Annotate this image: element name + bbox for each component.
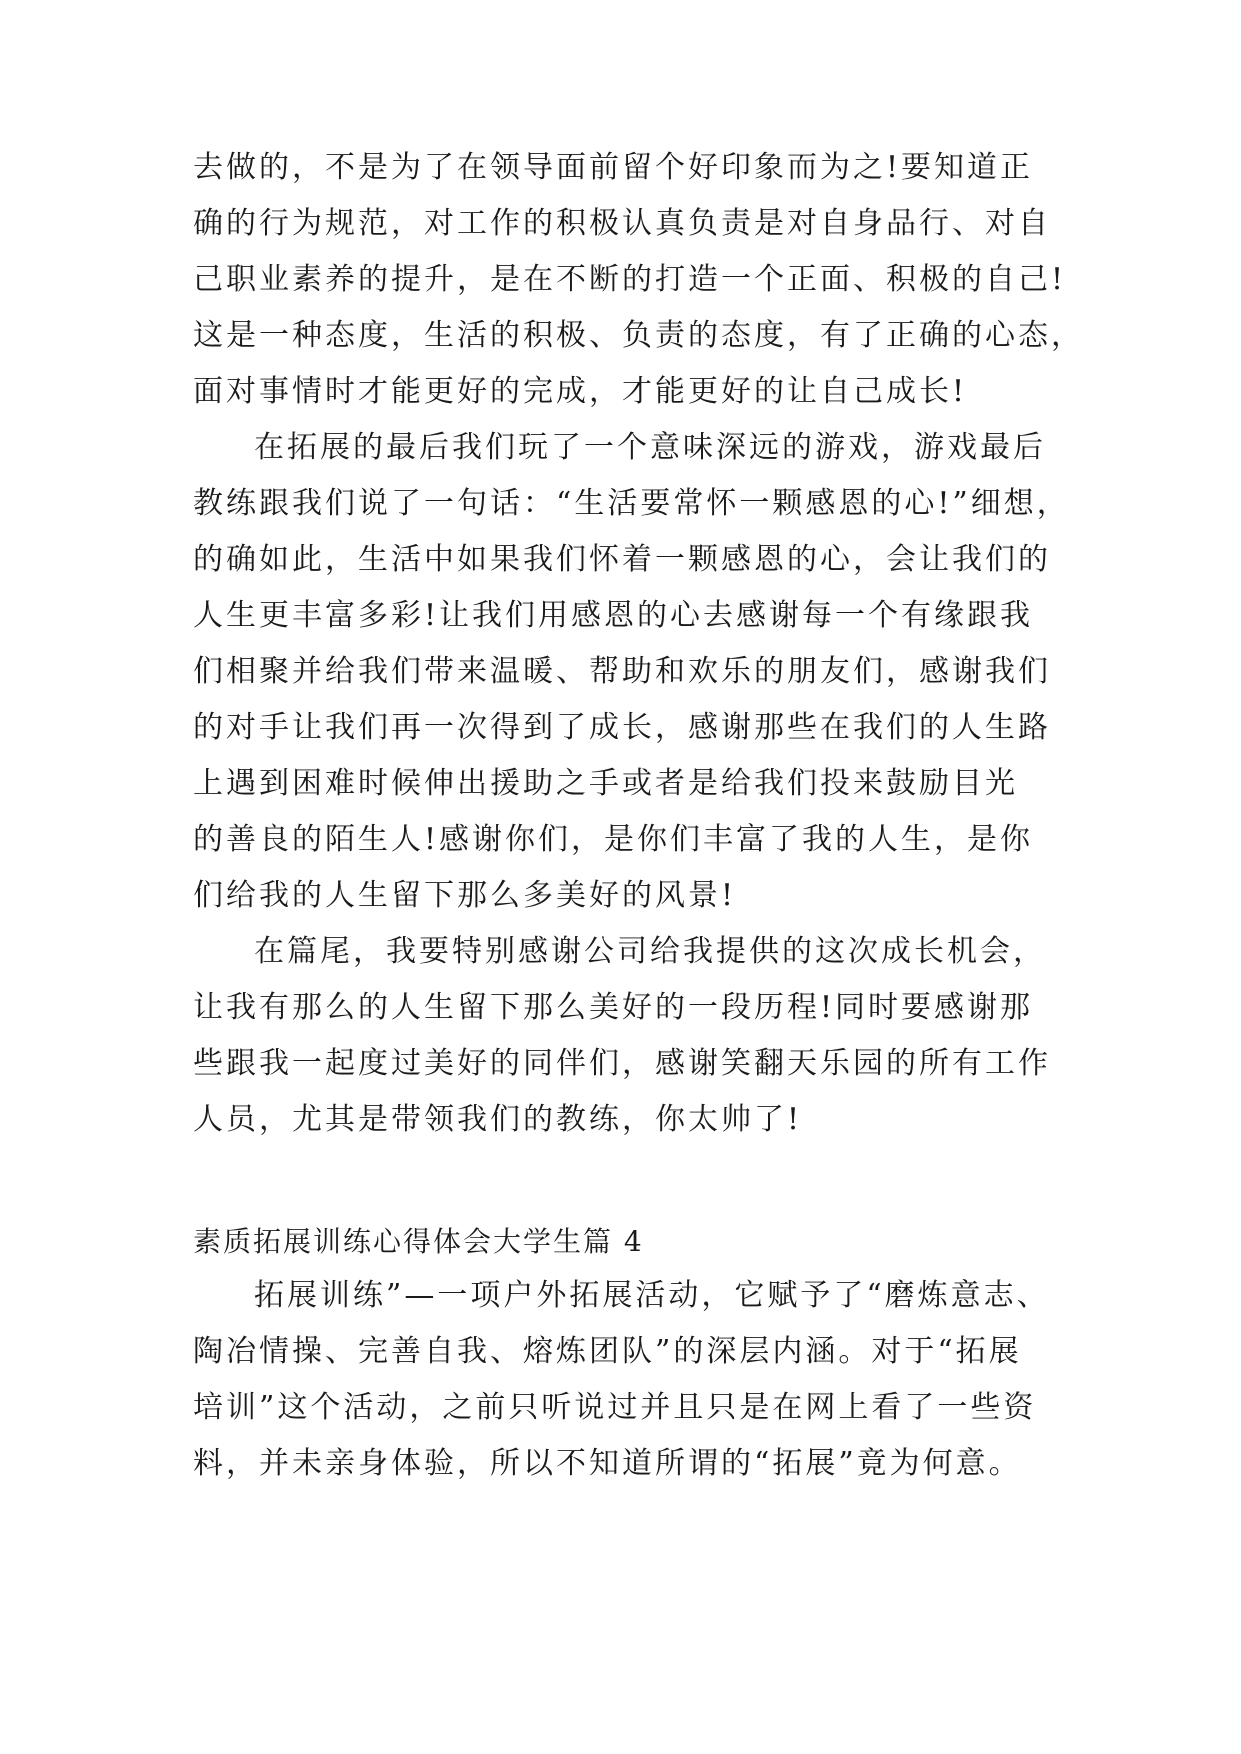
text-line: 拓展训练”—一项户外拓展活动，它赋予了“磨炼意志、 — [254, 1278, 1050, 1313]
text-line: 些跟我一起度过美好的同伴们，感谢笑翻天乐园的所有工作 — [193, 1046, 1051, 1081]
text-line: 人生更丰富多彩!让我们用感恩的心去感谢每一个有缘跟我 — [193, 598, 1034, 633]
text-line: 们相聚并给我们带来温暖、帮助和欢乐的朋友们，感谢我们 — [193, 654, 1051, 689]
text-line: 的确如此，生活中如果我们怀着一颗感恩的心，会让我们的 — [193, 542, 1051, 577]
text-line: 教练跟我们说了一句话：“生活要常怀一颗感恩的心!”细想， — [193, 486, 1070, 521]
text-line: 己职业素养的提升，是在不断的打造一个正面、积极的自己! — [193, 262, 1067, 297]
text-line: 去做的，不是为了在领导面前留个好印象而为之!要知道正 — [193, 150, 1034, 185]
text-line: 面对事情时才能更好的完成，才能更好的让自己成长! — [193, 374, 968, 409]
text-line: 培训”这个活动，之前只听说过并且只是在网上看了一些资 — [193, 1390, 1037, 1425]
text-line: 让我有那么的人生留下那么美好的一段历程!同时要感谢那 — [193, 990, 1034, 1025]
text-line: 们给我的人生留下那么多美好的风景! — [193, 878, 737, 913]
text-line: 料，并未亲身体验，所以不知道所谓的“拓展”竟为何意。 — [193, 1446, 1022, 1481]
text-line: 在拓展的最后我们玩了一个意味深远的游戏，游戏最后 — [254, 430, 1046, 465]
text-line: 的对手让我们再一次得到了成长，感谢那些在我们的人生路 — [193, 710, 1051, 745]
text-line: 陶冶情操、完善自我、熔炼团队”的深层内涵。对于“拓展 — [193, 1334, 1022, 1369]
text-line: 在篇尾，我要特别感谢公司给我提供的这次成长机会， — [254, 934, 1046, 969]
text-line: 上遇到困难时候伸出援助之手或者是给我们投来鼓励目光 — [193, 766, 1018, 801]
text-line: 确的行为规范，对工作的积极认真负责是对自身品行、对自 — [193, 206, 1051, 241]
text-line: 这是一种态度，生活的积极、负责的态度，有了正确的心态， — [193, 318, 1084, 353]
text-line: 人员，尤其是带领我们的教练，你太帅了! — [193, 1102, 803, 1137]
section-title: 素质拓展训练心得体会大学生篇 4 — [193, 1225, 644, 1258]
text-line: 的善良的陌生人!感谢你们，是你们丰富了我的人生，是你 — [193, 822, 1034, 857]
